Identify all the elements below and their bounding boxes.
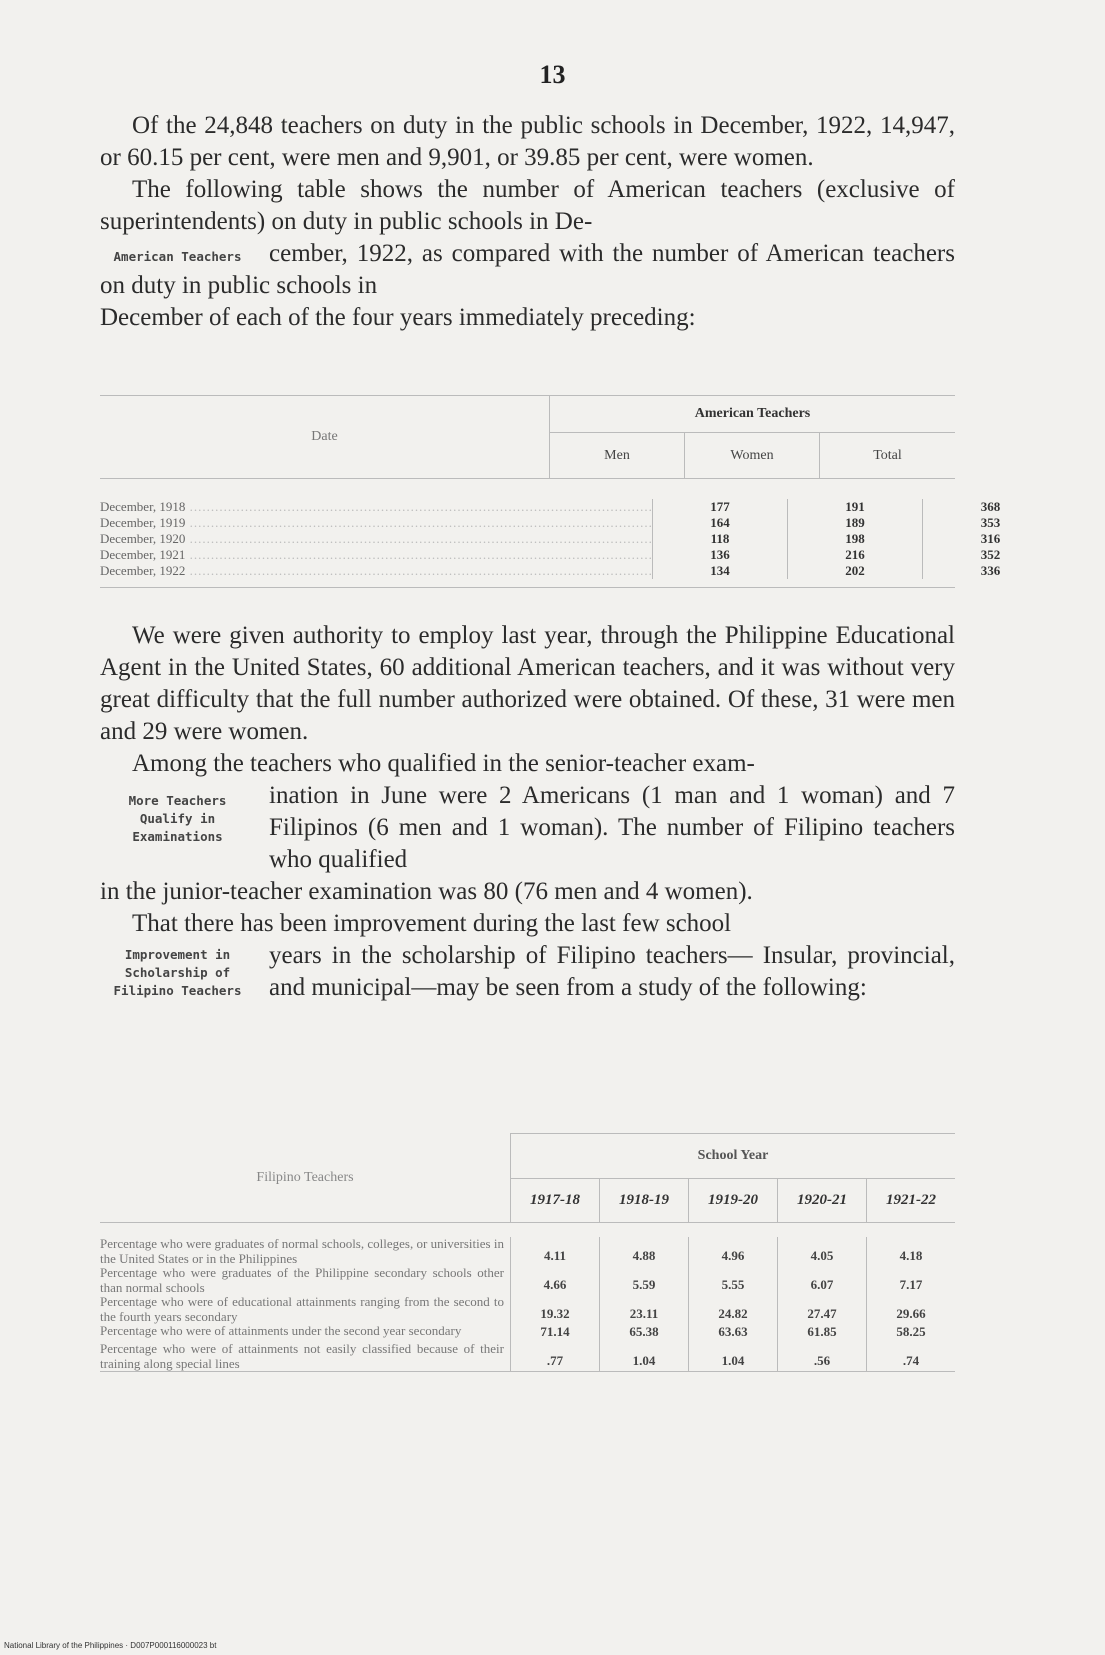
table-row-date: December, 1919 ..... xyxy=(100,515,652,531)
paragraph-teacher-totals: Of the 24,848 teachers on duty in the public schools in December, 1922, 14,947, or 60.15 per cent, were men and 9,901, or 39.85 per cent, were women. xyxy=(100,112,955,171)
table2-group-header: School Year xyxy=(511,1134,955,1179)
upper-text xyxy=(100,110,955,334)
table-cell: .77 xyxy=(511,1342,600,1371)
table-cell: 27.47 xyxy=(778,1295,867,1324)
paragraph-american-tail: December of each of the four years immediately preceding: xyxy=(100,304,696,331)
table-cell: 71.14 xyxy=(511,1324,600,1342)
table-cell-women: 198 xyxy=(845,531,865,546)
table-row xyxy=(100,1237,955,1266)
paragraph-authority: We were given authority to employ last year, through the Philippine Educational Agent in the United States, 60 additional American teachers, and it was without very great difficulty that the full number authorized were obtained. Of these, 31 were men and 29 were women. xyxy=(100,622,955,745)
table-row xyxy=(100,1295,955,1324)
paragraph-exam-intro: Among the teachers who qualified in the senior-teacher exam- xyxy=(132,750,755,777)
table1-col-women: Women xyxy=(685,433,820,478)
table-row-label: Percentage who were of attainments not easily classified because of their training along special lines xyxy=(100,1341,504,1371)
table-cell: 4.96 xyxy=(689,1237,778,1266)
sidenote-american-teachers: American Teachers xyxy=(113,249,242,264)
footer-credit: National Library of the Philippines · D007P000116000023 bt xyxy=(4,1641,217,1650)
table1-date-header: Date xyxy=(100,396,550,478)
table2-row-header: Filipino Teachers xyxy=(256,1170,354,1185)
table-cell-men: 177 xyxy=(710,499,730,514)
sidenote-more-teachers: More Teachers Qualify in Examinations xyxy=(128,793,227,844)
table-row-date: December, 1921 ..... xyxy=(100,547,652,563)
table-cell: 5.59 xyxy=(600,1266,689,1295)
table-cell-women: 216 xyxy=(845,547,865,562)
improve-sidenote-block xyxy=(100,940,955,1004)
table-cell: 7.17 xyxy=(899,1277,923,1292)
table-cell: 4.11 xyxy=(511,1237,600,1266)
table1-col-men: Men xyxy=(550,433,685,478)
table-row-label: Percentage who were of educational attainments ranging from the second to the fourth years secondary xyxy=(100,1294,504,1324)
table-cell-women: 189 xyxy=(845,515,865,530)
exam-sidenote-block xyxy=(100,780,955,876)
table-cell: 6.07 xyxy=(778,1266,867,1295)
american-teachers-table xyxy=(100,395,1001,588)
american-sidenote-block xyxy=(100,238,955,302)
table-cell: 24.82 xyxy=(689,1295,778,1324)
page-number: 13 xyxy=(539,60,566,89)
table-row-label: Percentage who were graduates of normal schools, colleges, or universities in the United States or in the Philippines xyxy=(100,1236,504,1266)
table-cell-total: 316 xyxy=(980,531,1001,546)
table1-col-total: Total xyxy=(873,447,902,463)
table-row-date: December, 1920 ..... xyxy=(100,531,652,547)
table-row xyxy=(100,1266,955,1295)
table-cell-men: 134 xyxy=(710,563,730,578)
paragraph-improve-intro: That there has been improvement during the last few school xyxy=(132,910,732,937)
table2-col-year: 1921-22 xyxy=(886,1192,936,1208)
table1-group-header: American Teachers xyxy=(550,396,955,433)
table-cell: 1.04 xyxy=(689,1342,778,1371)
table-cell: 58.25 xyxy=(896,1324,926,1339)
table-row-label: Percentage who were of attainments under the second year secondary xyxy=(100,1323,462,1338)
table-cell: 19.32 xyxy=(511,1295,600,1324)
table-cell-total: 368 xyxy=(980,499,1001,514)
table-cell-men: 118 xyxy=(710,531,730,546)
table-cell: 4.66 xyxy=(511,1266,600,1295)
table2-col-year: 1919-20 xyxy=(689,1179,778,1222)
table-cell: 4.05 xyxy=(778,1237,867,1266)
table-row-date: December, 1922 ..... xyxy=(100,563,652,579)
table-cell-women: 202 xyxy=(845,563,865,578)
table-cell: 5.55 xyxy=(689,1266,778,1295)
filipino-teachers-table xyxy=(100,1133,955,1372)
table-cell: 1.04 xyxy=(600,1342,689,1371)
table-cell: 23.11 xyxy=(600,1295,689,1324)
table-cell: .56 xyxy=(778,1342,867,1371)
table-cell: 65.38 xyxy=(600,1324,689,1342)
table-row xyxy=(100,1324,955,1342)
paragraph-exam-tail: in the junior-teacher examination was 80 (76 men and 4 women). xyxy=(100,878,753,905)
table2-col-year: 1918-19 xyxy=(600,1179,689,1222)
table-row xyxy=(100,1342,955,1371)
paragraph-american-intro: The following table shows the number of American teachers (exclusive of superintendents) on duty in public schools in De- xyxy=(100,176,955,235)
table-cell: .74 xyxy=(902,1353,920,1368)
table-cell: 4.88 xyxy=(600,1237,689,1266)
table-cell: 4.18 xyxy=(899,1248,923,1263)
table-cell: 29.66 xyxy=(896,1306,926,1321)
table-row-date: December, 1918 ..... xyxy=(100,499,652,515)
table-cell-total: 336 xyxy=(980,563,1001,578)
paragraph-improve-cont: years in the scholarship of Filipino teachers— Insular, provincial, and municipal—may be seen from a study of the following: xyxy=(269,942,955,1001)
table-row-label: Percentage who were graduates of the Philippine secondary schools other than normal schools xyxy=(100,1265,504,1295)
table-cell-total: 352 xyxy=(980,547,1001,562)
table2-col-year: 1920-21 xyxy=(778,1179,867,1222)
paragraph-exam-cont: ination in June were 2 Americans (1 man and 1 woman) and 7 Filipinos (6 men and 1 woman). The number of Filipino teachers who qualified xyxy=(269,782,955,873)
table-cell-women: 191 xyxy=(845,499,865,514)
middle-text xyxy=(100,620,955,1004)
table-cell: 63.63 xyxy=(689,1324,778,1342)
table2-col-year: 1917-18 xyxy=(511,1179,600,1222)
sidenote-improvement: Improvement in Scholarship of Filipino Teachers xyxy=(113,947,242,998)
table-cell-men: 164 xyxy=(710,515,730,530)
table-cell-men: 136 xyxy=(710,547,730,562)
table-cell-total: 353 xyxy=(980,515,1001,530)
table-cell: 61.85 xyxy=(778,1324,867,1342)
paragraph-american-cont: cember, 1922, as compared with the number of American teachers on duty in public schools in xyxy=(100,240,955,299)
